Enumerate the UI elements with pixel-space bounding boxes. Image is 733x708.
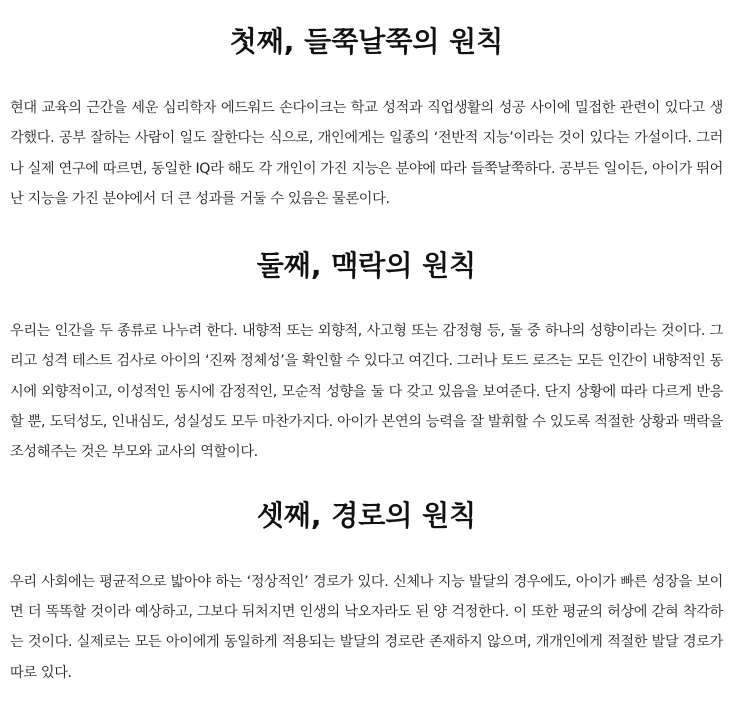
section-title-context-principle: 둘째, 맥락의 원칙: [256, 249, 477, 283]
section-paragraph-context-principle: 우리는 인간을 두 종류로 나누려 한다. 내향적 또는 외향적, 사고형 또는 감정형 등, 둘 중 하나의 성향이라는 것이다. 그리고 성격 테스트 검사로 아이의 ‘진짜 정체성’을 확인할 수 있다고 여긴다. 그러나 토드 로즈는 모든 인간이 내향적인 동시에 외향적이고, 이성적인 동시에 감정적인, 모순적 성향을 둘 다 갖고 있음을 보여준다. 단지 상황에 따라 다르게 반응할 뿐, 도덕성도, 인내심도, 성실성도 모두 마찬가지다. 아이가 본연의 능력을 잘 발휘할 수 있도록 적절한 상황과 맥락을 조성해주는 것은 부모와 교사의 역할이다.: [10, 323, 723, 461]
section-title-pathways-principle: 셋째, 경로의 원칙: [256, 498, 477, 532]
section-title-jagged-principle: 첫째, 들쭉날쭉의 원칙: [229, 25, 504, 58]
section-paragraph-jagged-principle: 현대 교육의 근간을 세운 심리학자 에드워드 손다이크는 학교 성적과 직업생활의 성공 사이에 밀접한 관련이 있다고 생각했다. 공부 잘하는 사람이 일도 잘한다는 식으로, 개인에게는 일종의 ‘전반적 지능’이라는 것이 있다는 가설이다. 그러나 실제 연구에 따르면, 동일한 IQ라 해도 각 개인이 가진 지능은 분야에 따라 들쭉날쭉하다. 공부든 일이든, 아이가 뛰어난 지능을 가진 분야에서 더 큰 성과를 거둘 수 있음은 물론이다.: [10, 100, 723, 207]
section-paragraph-pathways-principle: 우리 사회에는 평균적으로 밟아야 하는 ‘정상적인’ 경로가 있다. 신체나 지능 발달의 경우에도, 아이가 빠른 성장을 보이면 더 똑똑할 것이라 예상하고, 그보다 뒤처지면 인생의 낙오자라도 된 양 걱정한다. 이 또한 평균의 허상에 갇혀 착각하는 것이다. 실제로는 모든 아이에게 동일하게 적용되는 발달의 경로란 존재하지 않으며, 개개인에게 적절한 발달 경로가 따로 있다.: [10, 573, 723, 681]
